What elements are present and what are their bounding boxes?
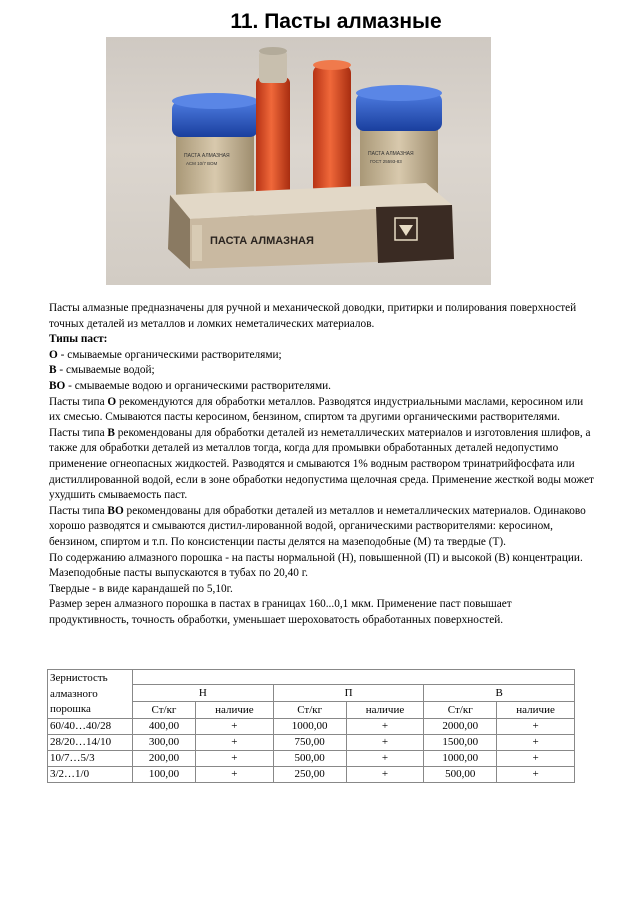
diamond-paste-photo bbox=[106, 37, 491, 285]
product-photo bbox=[106, 37, 491, 285]
paste-box bbox=[168, 183, 454, 269]
svg-text:ПАСТА АЛМАЗНАЯ: ПАСТА АЛМАЗНАЯ bbox=[368, 151, 414, 157]
pencil-left bbox=[256, 47, 290, 197]
solid-line: Твердые - в виде карандашей по 5,10г. bbox=[49, 582, 233, 595]
group-header: П bbox=[273, 685, 424, 702]
subheader: наличие bbox=[195, 701, 273, 718]
intro-paragraph: Пасты алмазные предназначены для ручной и механической доводки, притирки и полирования поверхностей точных деталей из металлов и ломких неметалических материалов. bbox=[49, 302, 577, 330]
table-row: 3/2…1/0 100,00 + 250,00 + 500,00 + bbox=[48, 766, 575, 782]
svg-text:ГОСТ 25593-83: ГОСТ 25593-83 bbox=[370, 159, 402, 164]
group-header: В bbox=[424, 685, 575, 702]
subheader: Ст/кг bbox=[273, 701, 346, 718]
page-title: 11. Пасты алмазные bbox=[230, 10, 442, 33]
types-heading: Типы паст: bbox=[49, 333, 108, 346]
grain-size-paragraph: Размер зерен алмазного порошка в пастах в границах 160...0,1 мкм. Применение паст повышает продуктивность, точность обработки, уменьшает шероховатость обработанных поверхностей. bbox=[49, 598, 512, 626]
table-row: 60/40…40/28 400,00 + 1000,00 + 2000,00 + bbox=[48, 718, 575, 734]
price-table bbox=[47, 669, 575, 783]
pencil-right bbox=[313, 60, 351, 195]
group-header: Н bbox=[133, 685, 274, 702]
svg-text:АСМ 10/7 ВОМ: АСМ 10/7 ВОМ bbox=[186, 161, 218, 166]
type-vo-paragraph: Пасты типа ВО рекомендованы для обработки деталей из металлов и неметаллических материалов. Одинаково хорошо разводятся и смываются дистил-лированной водой, органическими растворителями: керосином, бензином, спиртом и т.п. По консистенции пасты делятся на мазеподобные (М) та твердые (Т). bbox=[49, 504, 586, 548]
subheader: Ст/кг bbox=[133, 701, 196, 718]
subheader: Ст/кг bbox=[424, 701, 497, 718]
jar-left-label: ПАСТА АЛМАЗНАЯ bbox=[184, 153, 230, 159]
table-row: 10/7…5/3 200,00 + 500,00 + 1000,00 + bbox=[48, 750, 575, 766]
type-o-paragraph: Пасты типа О рекомендуются для обработки металлов. Разводятся индустриальными маслами, керосином или их смесью. Смываются пасты керосином, бензином, спиртом та другими органическими растворителями. bbox=[49, 395, 584, 424]
type-v-paragraph: Пасты типа В рекомендованы для обработки деталей из неметаллических материалов и изготовления шлифов, а также для обработки деталей из металлов тогда, когда для промывки обработанных деталей недопустимо применение огнеопасных жидкостей. Разводятся и смываются 1% водным раствором тринатрийфосфата или дистиллированной водой, если в зоне обработки недопустима щелочная среда. Применение жесткой воды может ухудшить смываемость паст. bbox=[49, 426, 594, 502]
subheader: наличие bbox=[346, 701, 424, 718]
grain-header: Зернистость алмазного порошка bbox=[48, 670, 133, 719]
description bbox=[49, 301, 594, 628]
tubes-line: Мазеподобные пасты выпускаются в тубах по 20,40 г. bbox=[49, 567, 308, 580]
type-o-line: О - смываемые органическими растворителями; bbox=[49, 348, 282, 361]
type-vo-line: ВО - смываемые водою и органическими растворителями. bbox=[49, 379, 331, 392]
box-label: ПАСТА АЛМАЗНАЯ bbox=[210, 235, 314, 247]
concentration-paragraph: По содержанию алмазного порошка - на пасты нормальной (Н), повышенной (П) и высокой (В) концентрации. bbox=[49, 551, 583, 564]
subheader: наличие bbox=[497, 701, 575, 718]
table-row: 28/20…14/10 300,00 + 750,00 + 1500,00 + bbox=[48, 734, 575, 750]
type-v-line: В - смываемые водой; bbox=[49, 364, 155, 377]
